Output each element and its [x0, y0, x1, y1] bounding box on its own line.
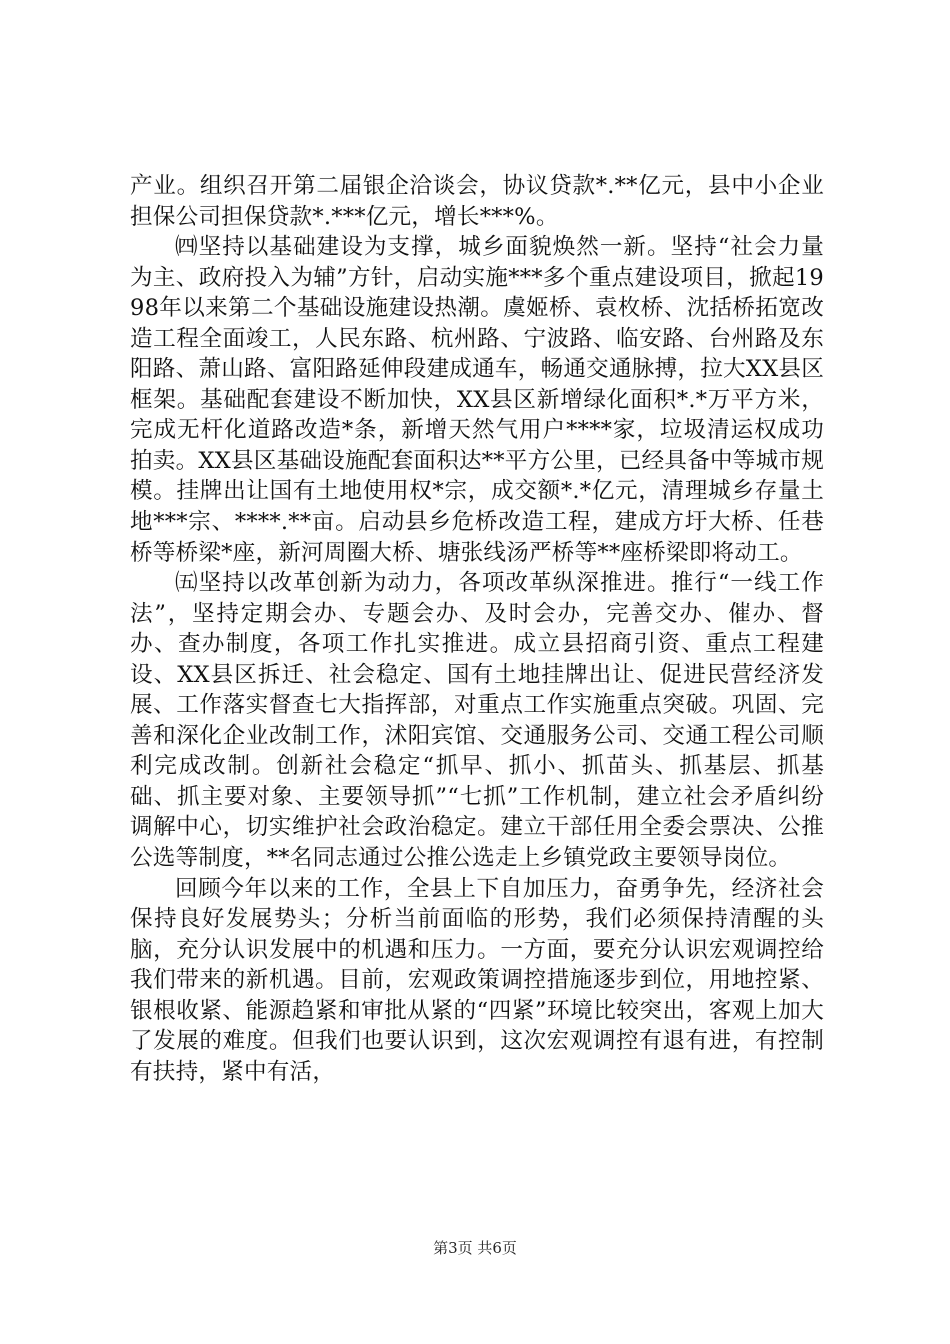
- paragraph-1: 产业。组织召开第二届银企洽谈会，协议贷款*.**亿元，县中小企业担保公司担保贷款*.***亿元，增长***%。: [130, 173, 824, 230]
- paragraph-3: ㈤坚持以改革创新为动力，各项改革纵深推进。推行“一线工作法”，坚持定期会办、专题会办、及时会办，完善交办、催办、督办、查办制度，各项工作扎实推进。成立县招商引资、重点工程建设、XX县区拆迁、社会稳定、国有土地挂牌出让、促进民营经济发展、工作落实督查七大指挥部，对重点工作实施重点突破。巩固、完善和深化企业改制工作，沭阳宾馆、交通服务公司、交通工程公司顺利完成改制。创新社会稳定“抓早、抓小、抓苗头、抓基层、抓基础、抓主要对象、主要领导抓”“七抓”工作机制，建立社会矛盾纠纷调解中心，切实维护社会政治稳定。建立干部任用全委会票决、公推公选等制度，**名同志通过公推公选走上乡镇党政主要领导岗位。: [130, 570, 824, 872]
- document-body: [130, 171, 824, 1087]
- paragraph-4: 回顾今年以来的工作，全县上下自加压力，奋勇争先，经济社会保持良好发展势头；分析当前面临的形势，我们必须保持清醒的头脑，充分认识发展中的机遇和压力。一方面，要充分认识宏观调控给我们带来的新机遇。目前，宏观政策调控措施逐步到位，用地控紧、银根收紧、能源趋紧和审批从紧的“四紧”环境比较突出，客观上加大了发展的难度。但我们也要认识到，这次宏观调控有退有进，有控制有扶持，紧中有活，: [130, 875, 824, 1085]
- page-number-footer: 第3页 共6页: [433, 1239, 517, 1257]
- paragraph-2: ㈣坚持以基础建设为支撑，城乡面貌焕然一新。坚持“社会力量为主、政府投入为辅”方针，启动实施***多个重点建设项目，掀起1998年以来第二个基础设施建设热潮。虞姬桥、袁枚桥、沈括桥拓宽改造工程全面竣工，人民东路、杭州路、宁波路、临安路、台州路及东阳路、萧山路、富阳路延伸段建成通车，畅通交通脉搏，拉大XX县区框架。基础配套建设不断加快，XX县区新增绿化面积*.*万平方米，完成无杆化道路改造*条，新增天然气用户****家，垃圾清运权成功拍卖。XX县区基础设施配套面积达**平方公里，已经具备中等城市规模。挂牌出让国有土地使用权*宗，成交额*.*亿元，清理城乡存量土地***宗、****.**亩。启动县乡危桥改造工程，建成方圩大桥、任巷桥等桥梁*座，新河周圈大桥、塘张线汤严桥等**座桥梁即将动工。: [130, 234, 824, 566]
